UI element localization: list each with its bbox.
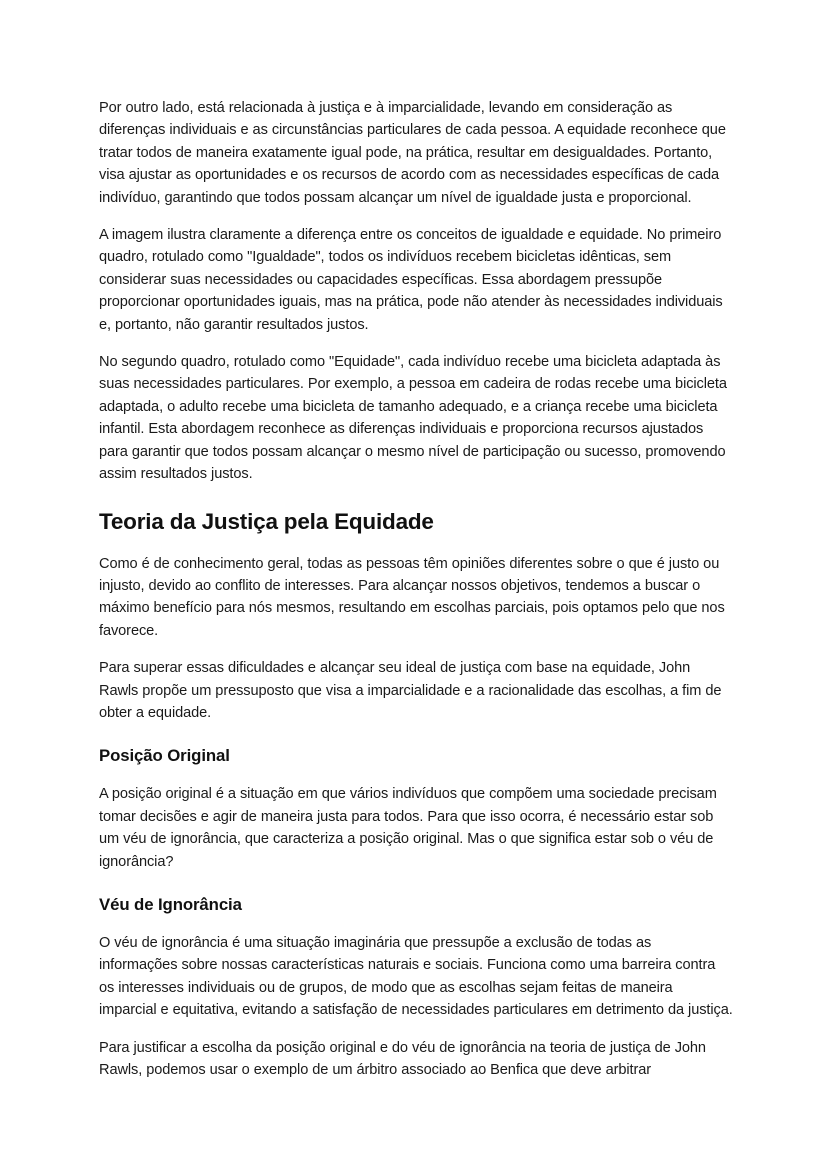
body-paragraph: O véu de ignorância é uma situação imaginária que pressupõe a exclusão de todas as informações sobre nossas características naturais e sociais. Funciona como uma barreira contra os interesses individuais ou de grupos, de modo que as escolhas sejam feitas de maneira imparcial e equitativa, evitando a satisfação de necessidades particulares em detrimento da justiça. [99,934,733,1019]
body-paragraph: Para justificar a escolha da posição original e do véu de ignorância na teoria de justiça de John Rawls, podemos usar o exemplo de um árbitro associado ao Benfica que deve arbitrar [99,1039,706,1078]
body-paragraph: No segundo quadro, rotulado como "Equidade", cada indivíduo recebe uma bicicleta adaptada às suas necessidades particulares. Por exemplo, a pessoa em cadeira de rodas recebe uma bicicleta adaptada, o adulto recebe uma bicicleta de tamanho adequado, e a criança recebe uma bicicleta infantil. Esta abordagem reconhece as diferenças individuais e proporciona recursos ajustados para garantir que todos possam alcançar o mesmo nível de participação ou sucesso, promovendo assim resultados justos. [99,354,727,483]
subsection-heading-posicao-original: Posição Original [99,746,230,766]
body-paragraph: Para superar essas dificuldades e alcançar seu ideal de justiça com base na equidade, John Rawls propõe um pressuposto que visa a imparcialidade e a racionalidade das escolhas, a fim de obter a equidade. [99,660,722,721]
document-content [99,97,733,1081]
body-paragraph: A imagem ilustra claramente a diferença entre os conceitos de igualdade e equidade. No primeiro quadro, rotulado como "Igualdade", todos os indivíduos recebem bicicletas idênticas, sem considerar suas necessidades ou capacidades específicas. Essa abordagem pressupõe proporcionar oportunidades iguais, mas na prática, pode não atender às necessidades individuais e, portanto, não garantir resultados justos. [99,227,723,333]
section-heading-teoria-da-justica-pela-equidade: Teoria da Justiça pela Equidade [99,508,434,534]
subsection-heading-veu-de-ignorancia: Véu de Ignorância [99,894,242,914]
body-paragraph: A posição original é a situação em que vários indivíduos que compõem uma sociedade precisam tomar decisões e agir de maneira justa para todos. Para que isso ocorra, é necessário estar sob um véu de ignorância, que caracteriza a posição original. Mas o que significa estar sob o véu de ignorância? [99,786,717,870]
body-paragraph: Por outro lado, está relacionada à justiça e à imparcialidade, levando em consideração as diferenças individuais e as circunstâncias particulares de cada pessoa. A equidade reconhece que tratar todos de maneira exatamente igual pode, na prática, resultar em desigualdades. Portanto, visa ajustar as oportunidades e os recursos de acordo com as necessidades específicas de cada indivíduo, garantindo que todos possam alcançar um nível de igualdade justa e proporcional. [99,100,726,206]
body-paragraph: Como é de conhecimento geral, todas as pessoas têm opiniões diferentes sobre o que é justo ou injusto, devido ao conflito de interesses. Para alcançar nossos objetivos, tendemos a buscar o máximo benefício para nós mesmos, resultando em escolhas parciais, pois optamos pelo que nos favorece. [99,555,725,639]
